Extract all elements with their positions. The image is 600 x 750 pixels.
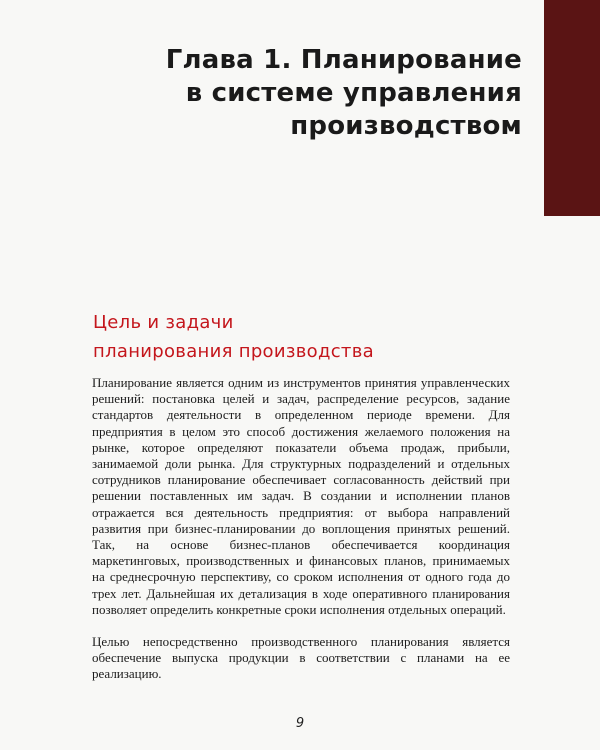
section-title	[93, 308, 513, 366]
section-title-line: планирования производства	[93, 341, 374, 362]
body-text	[92, 375, 510, 683]
chapter-title-line: производством	[290, 111, 522, 141]
chapter-title	[102, 44, 522, 143]
paragraph: Целью непосредственно производственного планирования является обеспечение выпуска продукции в соответствии с планами на ее реализацию.	[92, 634, 510, 682]
chapter-title-line: Глава 1. Планирование	[165, 45, 522, 75]
section-title-line: Цель и задачи	[93, 312, 234, 333]
page-number: 9	[295, 716, 305, 731]
chapter-edge-marker	[544, 0, 600, 216]
chapter-title-line: в системе управления	[185, 78, 522, 108]
paragraph: Планирование является одним из инструментов принятия управленческих решений: постановка целей и задач, распределение ресурсов, задание стандартов деятельности в определенном периоде времени. Для предприятия в целом это способ достижения желаемого положения на рынке, которое определяют показатели объема продаж, прибыли, занимаемой доли рынка. Для структурных подразделений и отдельных сотрудников планирование обеспечивает согласованность действий при решении поставленных им задач. В создании и исполнении планов отражается вся деятельность предприятия: от выбора направлений развития при бизнес-планировании до воплощения принятых решений. Так, на основе бизнес-планов обеспечивается координация маркетинговых, производственных и финансовых планов, принимаемых на среднесрочную перспективу, со сроком исполнения от одного года до трех лет. Дальнейшая их детализация в ходе оперативного планирования позволяет определить конкретные сроки исполнения отдельных операций.	[92, 375, 510, 617]
